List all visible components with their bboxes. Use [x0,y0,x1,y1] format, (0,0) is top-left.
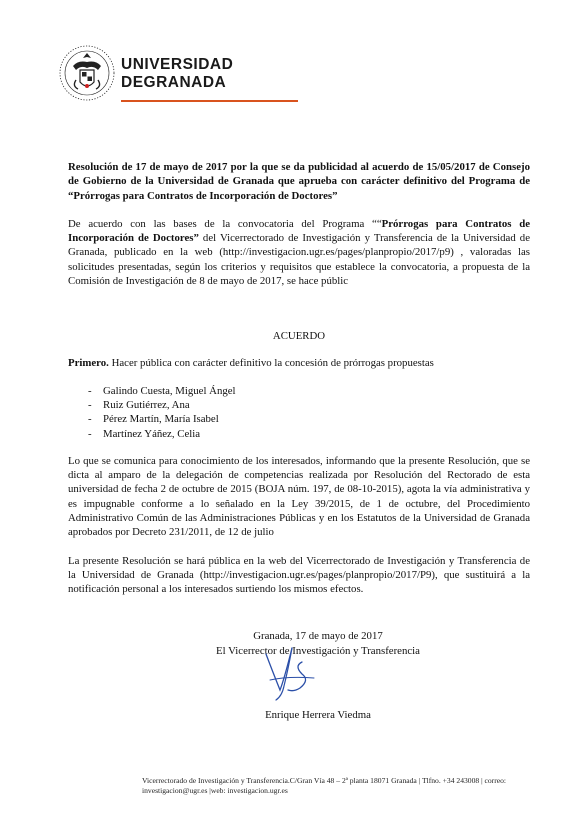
page-footer [142,776,532,796]
university-crest-icon [58,44,116,102]
primero-paragraph [68,356,530,370]
place-date: Granada, 17 de mayo de 2017 [253,630,383,643]
notice-paragraph: Lo que se comunica para conocimiento de los interesados, informando que la presente Resolución, que se dicta al amparo de la delegación de competencias realizada por Resolución del Rectorado de esta universidad de fecha 2 de octubre de 2015 (BOJA núm. 197, de 08-10-2015), agota la vía administrativa y es impugnable conforme a lo señalado en la Ley 39/2015, de 1 de octubre, del Procedimiento Administrativo Común de las Administraciones Públicas y en los Estatutos de la Universidad de Granada aprobados por Decreto 231/2011, de 12 de julio [68,454,530,539]
wordmark-line1: UNIVERSIDAD [121,56,234,73]
list-item: - Ruiz Gutiérrez, Ana [68,398,530,412]
acuerdo-heading: ACUERDO [272,330,326,343]
resolution-title: Resolución de 17 de mayo de 2017 por la que se da publicidad al acuerdo de 15/05/2017 de Consejo de Gobierno de la Universidad de Granada que aprueba con carácter definitivo del Programa de “Prórrogas para Contratos de Incorporación de Doctores” [68,161,530,202]
signer-role: El Vicerrector de Investigación y Transferencia [216,644,420,657]
footer-line1: Vicerrectorado de Investigación y Transferencia.C/Gran Vía 48 – 2ª planta 18071 Granada | Tlfno. +34 243008 | correo: [142,776,507,785]
beneficiaries-list [68,384,530,441]
wordmark-line2: DEGRANADA [121,74,227,91]
signer-name: Enrique Herrera Viedma [265,709,371,721]
publication-paragraph: La presente Resolución se hará pública en la web del Vicerrectorado de Investigación y Transferencia de la Universidad de Granada (http://investigacion.ugr.es/pages/planpropio/2017/P9), que sustituirá a la notificación personal a los interesados surtiendo los mismos efectos. [68,554,530,596]
document-body [68,160,530,658]
intro-text-start: De acuerdo con las bases de la convocatoria del Programa ““ [68,217,382,230]
list-item: - Pérez Martín, María Isabel [68,412,530,426]
footer-line2: investigacion@ugr.es |web: investigacion.ugr.es [142,786,288,795]
university-wordmark [121,56,233,92]
logo-accent-rule [121,100,298,102]
handwritten-signature [258,640,338,708]
primero-text: Hacer pública con carácter definitivo la concesión de prórrogas propuestas [108,356,434,369]
intro-text-end: del Vicerrectorado de Investigación y Transferencia de la Universidad de Granada, publicado en la web (http://investigacion.ugr.es/pages/planpropio/2017/p9) , valoradas las solicitudes presentadas, según los criterios y requisitos que establece la convocatoria, a propuesta de la Comisión de Investigación de 8 de mayo de 2017, se hace públic [68,232,530,288]
intro-paragraph [68,217,530,288]
list-item: - Martínez Yáñez, Celia [68,427,530,441]
primero-label: Primero. [68,356,109,369]
program-name: Prórrogas para Contratos de Incorporación de Doctores” [68,217,530,245]
university-logo [58,44,298,104]
list-item: - Galindo Cuesta, Miguel Ángel [68,384,530,398]
